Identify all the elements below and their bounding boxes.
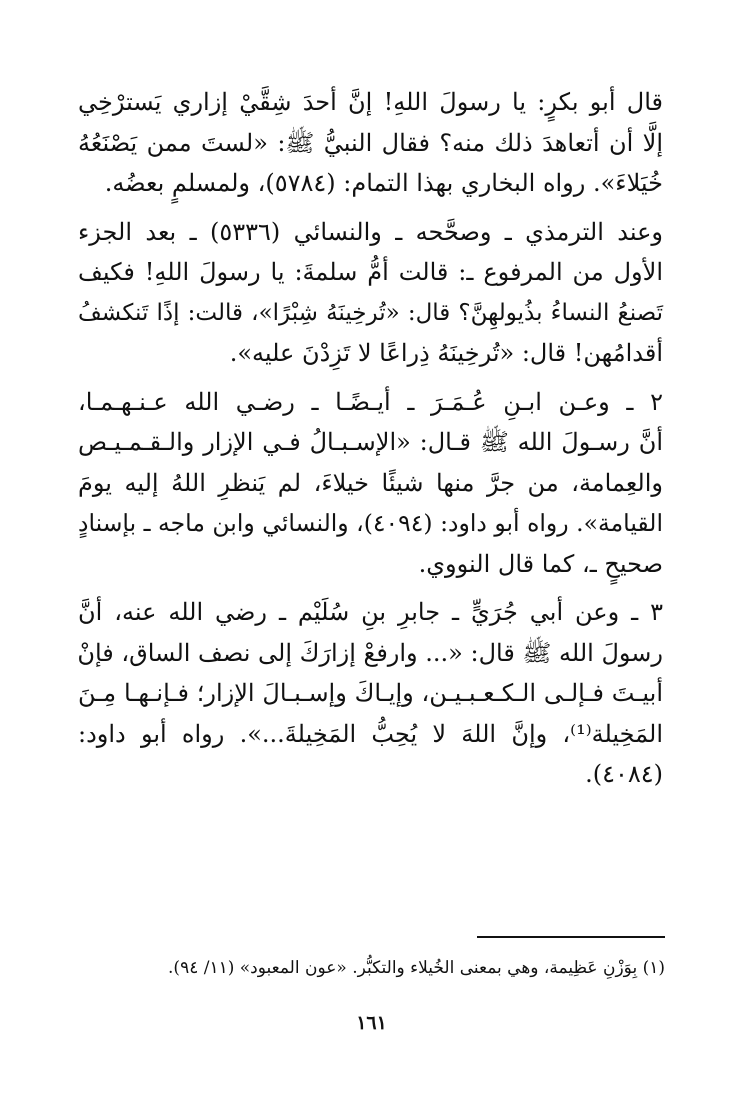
paragraph-2 [78,212,663,374]
text-line: تَصنعُ النساءُ بذُيولهِنَّ؟ قال: «تُرخِينَهُ شِبْرًا»، قالت: إذًا تَنكشفُ [78,299,663,326]
footnote-divider [477,936,665,938]
text-line: إلَّا أن أتعاهدَ ذلك منه؟ فقال النبيُّ ﷺ: «لستَ ممن يَصْنَعُهُ [78,128,663,157]
page-number: ١٦١ [356,1012,387,1034]
text-line: أقدامُهن! قال: «تُرخِينَهُ ذِراعًا لا تَزِدْنَ عليه». [229,339,663,367]
text-line: (٤٠٨٤). [585,760,663,788]
text-line: ٣ ـ وعن أبي جُرَيٍّ ـ جابرِ بنِ سُلَيْم ـ رضي الله عنه، أنَّ [78,598,664,626]
text-line: الأول من المرفوع ـ: قالت أمُّ سلمةَ: يا رسولَ اللهِ! فكيف [78,258,663,286]
text-line: والعِمامة، من جرَّ منها شيئًا خيلاءَ، لم يَنظرِ اللهُ إليه يومَ [78,468,663,497]
paragraph-1 [78,82,663,204]
text-line: المَخِيلة⁽¹⁾، وإنَّ اللهَ لا يُحِبُّ المَخِيلةَ...». رواه أبو داود: [78,719,663,748]
footnote: (١) بِوَزْنِ عَظِيمة، وهي بمعنى الخُيلاء والتكبُّر. «عون المعبود» (١١/ ٩٤). [168,958,665,978]
text-line: قال أبو بكرٍ: يا رسولَ اللهِ! إنَّ أحدَ شِقَّيْ إزاري يَسترْخِي [78,88,663,116]
text-line: صحيحٍ ـ، كما قال النووي. [418,549,663,578]
text-line: أبيـتَ فـإلـى الـكـعـبـيـن، وإيـاكَ وإسـبـالَ الإزار؛ فـإنـهـا مِـنَ [78,679,663,707]
text-line: أنَّ رسـولَ الله ﷺ قـال: «الإسـبـالُ فـي الإزار والـقـمـيـص [78,428,663,456]
text-line: خُيَلاءَ». رواه البخاري بهذا التمام: (٥٧٨٤)، ولمسلمٍ بعضُه. [104,169,663,197]
text-line: وعند الترمذي ـ وصحَّحه ـ والنسائي (٥٣٣٦) ـ بعد الجزء [78,217,663,246]
paragraph-4 [78,592,663,795]
paragraph-3 [78,382,663,585]
text-line: القيامة». رواه أبو داود: (٤٠٩٤)، والنسائي وابن ماجه ـ بإسنادٍ [78,509,663,537]
text-line: رسولَ الله ﷺ قال: «... وارفعْ إزارَكَ إلى نصف الساق، فإنْ [77,638,663,667]
text-line: ٢ ـ وعـن ابـنِ عُـمَـرَ ـ أيـضًـا ـ رضـي الله عـنـهـمـا، [78,387,663,416]
